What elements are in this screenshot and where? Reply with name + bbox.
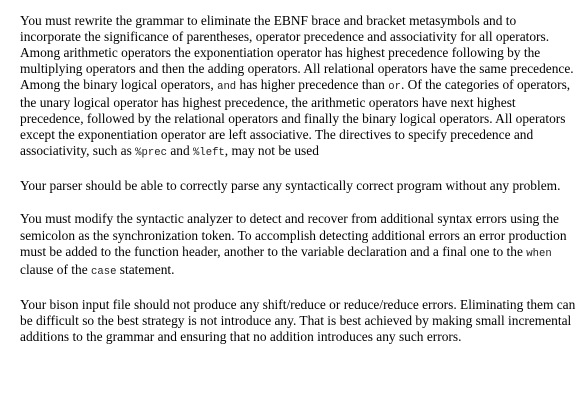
document-page: [20, 13, 580, 362]
inline-code: %prec: [135, 147, 167, 160]
text-run: statement.: [116, 261, 175, 277]
paragraph-error-recovery: [20, 211, 580, 279]
text-run: and: [166, 143, 193, 159]
inline-code: case: [91, 265, 117, 278]
text-run: , may not be used: [224, 143, 319, 159]
inline-code: and: [217, 81, 237, 94]
paragraph-parser-correctness: [20, 178, 580, 194]
text-run: clause of the: [20, 261, 92, 277]
text-run: You must rewrite the grammar to eliminate the EBNF brace and bracket metasymbols and to incorporate the significance of parentheses, operator precedence and associativity for all operators. Among arithmetic operators the exponentiation operator has highest precedence following by the multiplying operators and then the adding operators. All relational operators have the same precedence. Among the binary logical operators,: [20, 13, 574, 93]
text-run: Your parser should be able to correctly parse any syntactically correct program without any problem.: [20, 178, 561, 194]
inline-code: or: [388, 81, 401, 94]
text-run: . Of the categories of operators, the unary logical operator has highest precedence, the arithmetic operators have next highest precedence, followed by the relational operators and finally the binary logical operators. All operators except the exponentiation operator are left associative. The directives to specify precedence and associativity, such as: [20, 77, 571, 159]
text-run: You must modify the syntactic analyzer to detect and recover from additional syntax errors using the semicolon as the synchronization token. To accomplish detecting additional errors an error production must be added to the function header, another to the variable declaration and a final one to the: [20, 211, 567, 259]
paragraph-grammar-rewrite: [20, 13, 580, 161]
text-run: has higher precedence than: [236, 77, 389, 93]
inline-code: %left: [193, 147, 225, 160]
paragraph-bison-conflicts: [20, 297, 580, 345]
text-run: Your bison input file should not produce any shift/reduce or reduce/reduce errors. Eliminating them can be difficult so the best strategy is not introduce any. That is best achieved by making small incremental additions to the grammar and ensuring that no addition introduces any such errors.: [20, 296, 576, 344]
inline-code: when: [526, 247, 552, 260]
